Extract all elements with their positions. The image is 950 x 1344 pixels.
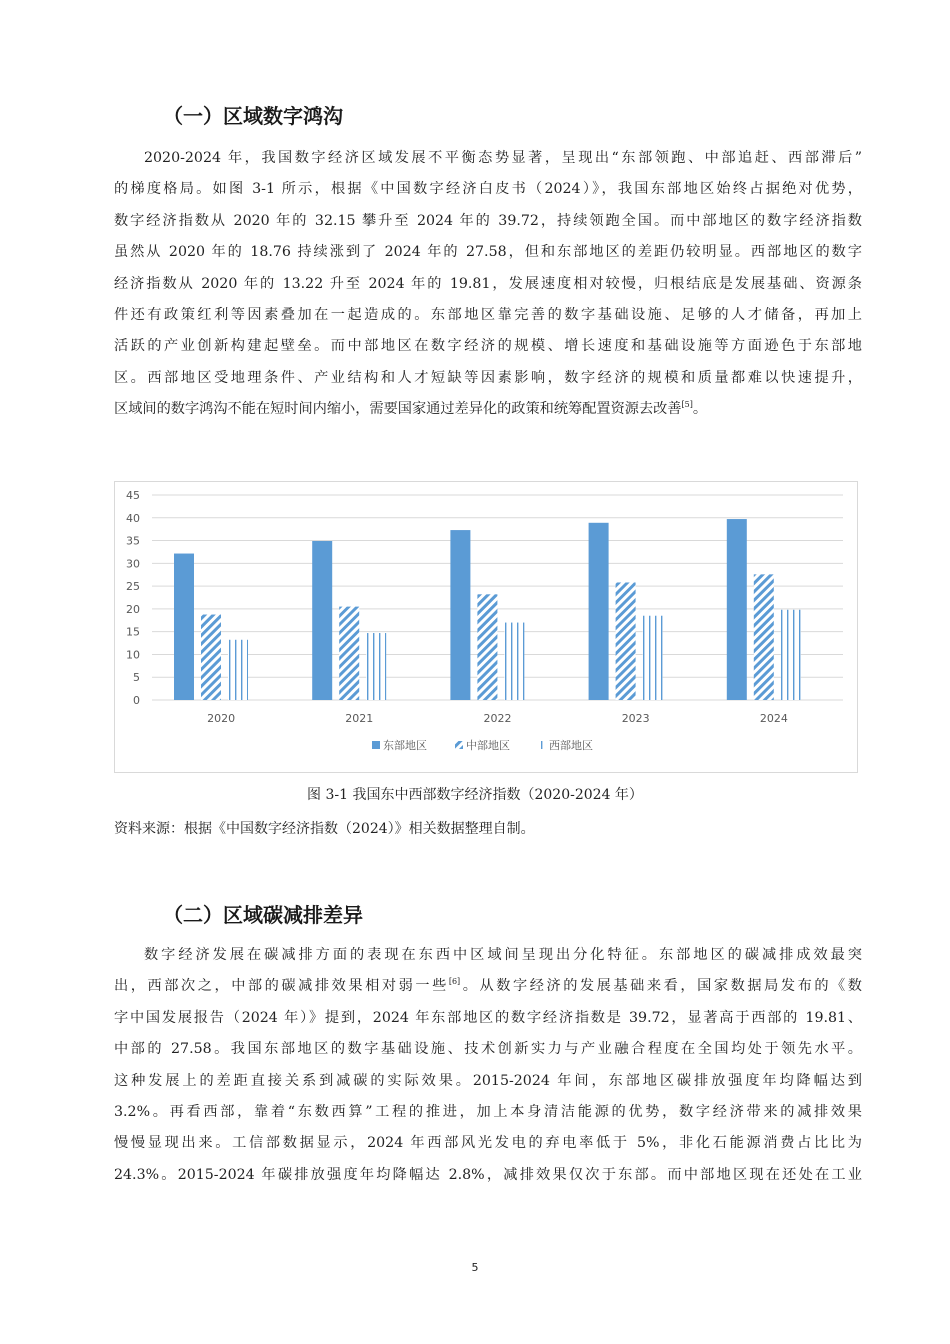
text-line: 活跃的产业创新构建起壁垒。而中部地区在数字经济的规模、增长速度和基础设施等方面逊色于东部地: [114, 338, 862, 355]
text-line: 虽然从 2020 年的 18.76 持续涨到了 2024 年的 27.58，但和东部地区的差距仍较明显。西部地区的数字: [114, 244, 862, 261]
bar-solid-2022: [450, 530, 470, 700]
section-heading-digital-divide: （一）区域数字鸿沟: [163, 104, 343, 128]
text-line: 中部的 27.58。我国东部地区的数字基础设施、技术创新实力与产业融合程度在全国均处于领先水平。: [114, 1041, 862, 1058]
y-tick-label: 20: [126, 602, 140, 616]
text-line: 的梯度格局。如图 3-1 所示，根据《中国数字经济白皮书（2024）》，我国东部地区始终占据绝对优势，: [114, 181, 862, 198]
bar-solid-2024: [727, 519, 747, 700]
x-tick-label: 2021: [345, 712, 374, 725]
x-tick-label: 2023: [621, 712, 650, 725]
legend-label: 东部地区: [383, 739, 427, 752]
y-tick-label: 30: [126, 557, 140, 571]
text-line: 字中国发展报告（2024 年）》提到，2024 年东部地区的数字经济指数是 39.72，显著高于西部的 19.81、: [114, 1009, 862, 1026]
bar-vertical-2023: [643, 616, 663, 700]
y-tick-label: 25: [126, 580, 140, 594]
bar-solid-2020: [174, 554, 194, 700]
bar-diagonal-2022: [477, 594, 497, 700]
bar-vertical-2020: [228, 640, 248, 700]
legend-swatch: [372, 741, 380, 749]
legend-swatch: [455, 741, 463, 749]
bar-diagonal-2021: [339, 607, 359, 700]
y-tick-label: 40: [126, 511, 140, 525]
section-heading-carbon-reduction: （二）区域碳减排差异: [163, 903, 363, 927]
text-line: 3.2%。再看西部，靠着“东数西算”工程的推进，加上本身清洁能源的优势，数字经济带来的减排效果: [114, 1103, 862, 1120]
text-line: 数字经济发展在碳减排方面的表现在东西中区域间呈现出分化特征。东部地区的碳减排成效最突: [144, 947, 862, 963]
x-tick-label: 2022: [483, 712, 512, 725]
legend-label: 西部地区: [549, 739, 593, 752]
y-tick-label: 35: [126, 534, 140, 548]
paragraph-carbon-reduction: [114, 940, 862, 1191]
bar-vertical-2024: [781, 610, 801, 700]
y-tick-label: 10: [126, 648, 140, 662]
text-line: [114, 394, 862, 425]
y-tick-label: 0: [133, 694, 140, 707]
text-line: [114, 971, 862, 1002]
text-line: 慢慢显现出来。工信部数据显示，2024 年西部风光发电的弃电率低于 5%，非化石能源消费占比比为: [114, 1135, 862, 1152]
figure-source: 资料来源：根据《中国数字经济指数（2024）》相关数据整理自制。: [114, 821, 535, 837]
chart-canvas: [115, 482, 859, 774]
bar-diagonal-2023: [616, 582, 636, 700]
text-line: 数字经济指数从 2020 年的 32.15 攀升至 2024 年的 39.72，持续领跑全国。而中部地区的数字经济指数: [114, 212, 862, 229]
text-line: 2020-2024 年，我国数字经济区域发展不平衡态势显著，呈现出“东部领跑、中部追赶、西部滞后”: [144, 150, 862, 166]
page-number: 5: [471, 1261, 479, 1274]
paragraph-digital-divide: [114, 143, 862, 426]
bar-chart: [114, 481, 858, 773]
y-tick-label: 45: [126, 489, 140, 502]
y-tick-label: 5: [133, 671, 140, 685]
bar-solid-2023: [589, 523, 609, 700]
bar-vertical-2022: [504, 623, 524, 700]
text-line: 24.3%。2015-2024 年碳排放强度年均降幅达 2.8%，减排效果仅次于东部。而中部地区现在还处在工业: [114, 1166, 862, 1183]
figure-caption: 图 3-1 我国东中西部数字经济指数（2020-2024 年）: [307, 787, 643, 803]
citation-5[interactable]: [5]: [681, 400, 693, 410]
bar-vertical-2021: [366, 633, 386, 700]
text-line: 件还有政策红利等因素叠加在一起造成的。东部地区靠完善的数字基础设施、足够的人才储备，再加上: [114, 306, 862, 323]
x-tick-label: 2024: [759, 712, 788, 725]
text-span: 区域间的数字鸿沟不能在短时间内缩小，需要国家通过差异化的政策和统筹配置资源去改善: [114, 401, 682, 418]
text-span: 。从数字经济的发展基础来看，国家数据局发布的《数: [460, 978, 862, 995]
legend-swatch: [538, 741, 546, 749]
bar-diagonal-2020: [201, 615, 221, 700]
text-span: 出，西部次之，中部的碳减排效果相对弱一些: [114, 978, 449, 995]
text-line: 这种发展上的差距直接关系到减碳的实际效果。2015-2024 年间，东部地区碳排放强度年均降幅达到: [114, 1072, 862, 1089]
y-tick-label: 15: [126, 625, 140, 639]
bar-diagonal-2024: [754, 574, 774, 700]
citation-6[interactable]: [6]: [448, 977, 461, 987]
legend-label: 中部地区: [466, 739, 510, 752]
text-line: 区。西部地区受地理条件、产业结构和人才短缺等因素影响，数字经济的规模和质量都难以快速提升，: [114, 369, 862, 386]
text-span: 。: [692, 401, 708, 418]
x-tick-label: 2020: [207, 712, 236, 725]
text-line: 经济指数从 2020 年的 13.22 升至 2024 年的 19.81，发展速度相对较慢，归根结底是发展基础、资源条: [114, 275, 862, 292]
bar-solid-2021: [312, 541, 332, 700]
